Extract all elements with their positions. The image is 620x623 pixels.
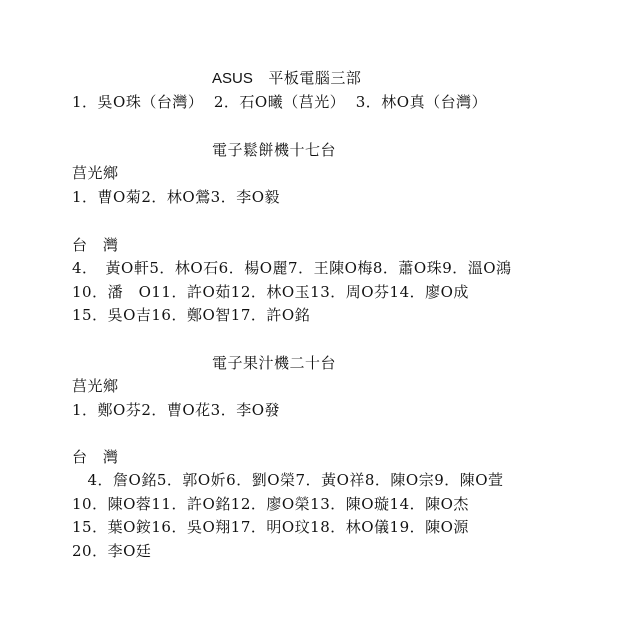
juicer-group-label-juguang: 莒光鄉 <box>72 377 119 395</box>
juicer-taiwan-line-4: 20．李O廷 <box>72 542 152 560</box>
waffle-group-label-juguang: 莒光鄉 <box>72 164 119 182</box>
waffle-group-label-taiwan: 台 灣 <box>72 236 119 254</box>
section-title-juicer: 電子果汁機二十台 <box>212 354 337 372</box>
asus-winners-line: 1．吳O珠（台灣） 2．石O曦（莒光） 3．林O真（台灣） <box>72 93 488 111</box>
waffle-juguang-line-1: 1．曹O菊2．林O鶯3．李O毅 <box>72 188 281 206</box>
section-title-waffle-maker: 電子鬆餅機十七台 <box>212 141 337 159</box>
section-title-asus <box>212 68 361 89</box>
juicer-taiwan-line-1: 4．詹O銘5．郭O妡6．劉O榮7．黃O祥8．陳O宗9．陳O萱 <box>72 471 504 489</box>
section-title-asus-rest: 平板電腦三部 <box>252 69 362 87</box>
juicer-juguang-line-1: 1．鄭O芬2．曹O花3．李O發 <box>72 401 281 419</box>
section-title-asus-brand: ASUS <box>212 70 253 87</box>
waffle-taiwan-line-1: 4． 黃O軒5．林O石6．楊O麗7．王陳O梅8．蕭O珠9．溫O鴻 <box>72 259 512 277</box>
juicer-taiwan-line-3: 15．葉O銨16．吳O翔17．明O玟18．林O儀19．陳O源 <box>72 518 469 536</box>
waffle-taiwan-line-3: 15．吳O吉16．鄭O智17．許O銘 <box>72 306 311 324</box>
juicer-group-label-taiwan: 台 灣 <box>72 448 119 466</box>
juicer-taiwan-line-2: 10．陳O蓉11．許O銘12．廖O榮13．陳O璇14．陳O杰 <box>72 495 469 513</box>
waffle-taiwan-line-2: 10．潘 O11．許O茹12．林O玉13．周O芬14．廖O成 <box>72 283 469 301</box>
